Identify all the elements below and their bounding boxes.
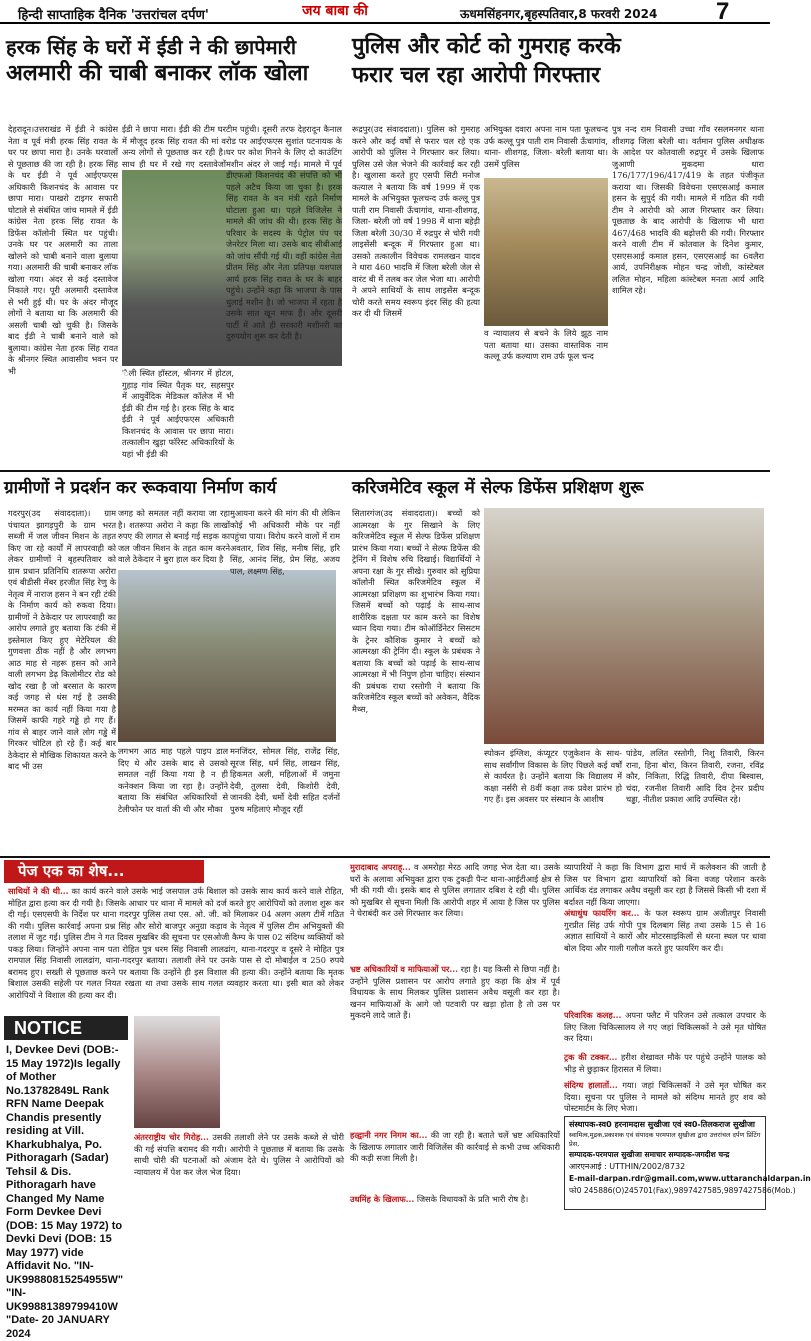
- story2-col3: पुत्र नन्द राम निवासी उच्चा गाँव रसलमनगर थाना शीशगढ़ जिला बरेली था। वर्तमान पुलिस अधीक्षक के आदेश पर कोतवाली रुद्रपुर में उसके खिलाफ जुआणी मुकदमा धारा 176/177/196/417/419 के तहत पंजीकृत कराया था। जिसकी विवेचना एसएसआई कमाल हसन के सुपुर्द की गयी। मामले में गठित की गयी टीम ने आरोपी को आज गिरफ्तार कर लिया। पूछताछ के बाद आरोपी के खिलाफ भी धारा 467/468 भादवि की बढ़ोत्तरी की गयी। गिरफ्तार करने वाली टीम में कोतवाल के दिनेश कुमार, एसएसआई कमाल हसन, एसएसआई का 6वलैरा आर्य, उपनिरीक्षक मोहन चन्द्र जोशी, कांस्टेबल ललित मोहन, महिला कांस्टेबल मनता आर्य आदि शामिल रहे।: [612, 124, 764, 295]
- masthead-title: हिन्दी साप्ताहिक दैनिक 'उत्तरांचल दर्पण': [18, 8, 209, 23]
- story1-col3: टीम पहुंची। दूसरी तरफ देहरादून कैनाल रोड पर आईएफएस सुशांत पटनायक के घर पर कोश गिनने के लिए दो काउंटिंग मशीन अंदर ले जाई गई। मामले में पूर्व डीएफओ किशनचंद की संपत्ति को भी पहले अटैच किया जा चुका है। हरक सिंह रावत के वन मंत्री रहते निर्माण घोटाला हुआ था। पहले विजिलेंस ने मामले की जांच की थी। हरक सिंह के परिवार के सदस्य के पेट्रोल पंप पर जेनरेटर मिला था। उसके बाद सीबीआई को जांच सौंपी गई थी। वहीं कांग्रेस नेता प्रीतम सिंह और नेता प्रतिपक्ष यशपाल आर्य हरक सिंह रावत के घर के बाहर पहुंचे। उन्होंने कहा कि भाजपा के पास धुलाई मशीन है। जो भाजपा में रहता है उसके सात खून माफ हैं। और दूसरी पार्टी में आते ही सरकारी मशीनरी का दुरुपयोग शुरू कर देती है।: [226, 124, 342, 341]
- page-number: 7: [716, 0, 730, 25]
- continued-body-7: व्यापारियों ने कहा कि विभाग द्वारा मार्च में कलेक्शन की जाती है जिस पर विभाग द्वारा व्यापारियों को बिना वजह परेशान करके आर्थिक दंड लगाकर अवैध वसूली कर रहा है जिससे किसी भी दशा में बर्दाश्त नहीं किया जाएगा।: [564, 862, 766, 907]
- imprint-email: E-mail-darpan.rdr@gmail.com,www.uttaranchaldarpan.in: [569, 1174, 811, 1183]
- story2-col1: रूद्रपुर(उद संवाददाता)। पुलिस को गुमराह करने और कई वर्षों से फरार चल रहे एक आरोपी को पुलिस ने गिरफ्तार कर लिया। पुलिस उसे जेल भेजने की कार्रवाई कर रही है। खुलासा करते हुए एसपी सिटी मनोज कत्याल ने बताया कि वर्ष 1999 में एक मामले के अभियुक्त फूलचन्द उर्फ कल्लू पुत्र पाती राम निवासी ऊँचागांव, थाना-शीशगढ़, जिला- बरेली जो वर्ष 1998 में थाना बहेड़ी जिला बरेली 30/30 में रुद्रपुर से चोरी गयी लाइसेंसी बन्दूक में गिरफ्तार हुआ था। उसको तत्कालीन विवेचक रामलखन यादव ने धारा 460 भादवि में जिला बरेली जेल से वारंट बी में तलब कर जेल भेजा था। आरोपी ने अपने साथियों के साथ लाइसेंस बन्दूक चोरी करते समय स्वरूप इंदर सिंह की हत्या कर दी थी जिसमें: [352, 124, 480, 318]
- story2-col2b: व न्यायालय से बचने के लिये झूठ नाम पता बताया था। उसका वास्तविक नाम कल्लू उर्फ कल्याण राम उर्फ फूल चन्द: [484, 328, 608, 361]
- imprint-rni: आरएनआई : UTTHIN/2002/8732: [569, 1162, 686, 1171]
- notice-title: NOTICE: [4, 1016, 128, 1040]
- protest-photo: [118, 570, 336, 742]
- story2-headline-2: फरार चल रहा आरोपी गिरफ्तार: [352, 63, 601, 88]
- continued-head-9: परिवारिक कलह...: [564, 1010, 622, 1020]
- section-divider: [0, 470, 770, 472]
- continued-head-10: ट्रक की टक्कर...: [564, 1052, 618, 1062]
- notice-photo: [134, 1016, 220, 1128]
- masthead-logo: [240, 1, 430, 21]
- story4-col2: स्पोकन इंग्लिश, कंप्यूटर एजुकेशन के साथ-साथ सर्वांगीण विकास के लिए पिछले कई वर्षों से कार्यरत है। उन्होंने बताया कि विद्यालय में कक्षा नर्सरी से 8वीं कक्षा तक प्रवेश प्रारंभ हो गए हैं। इस अवसर पर संस्थान के आशीष: [484, 748, 622, 804]
- continued-body-3: व अमरोहा मेरठ आदि जगह भेज देता था। उसके घरों के अलावा अभियुक्त द्वारा एक टुकड़ी पैन्ट थाना-आईटीआई क्षेत्र से भी की गयी थी। इसके बाद से पुलिस लगातार दबिश दे रही थी। पुलिस को मुखबिर से सूचना मिली कि आरोपी शहर में आया है जिस पर पुलिस ने घेराबंदी कर उसे गिरफ्तार कर लिया।: [350, 862, 560, 918]
- story3-col3b: मनजिंदर, सोमल सिंह, राजेंद्र सिंह, सूरज सिंह, धर्म सिंह, लाखन सिंह, हिकमत अली, महिलाओं में जमुना देवी, तुलसा देवी, किशोरी देवी, जानकी देवी, धर्मो देवी सहित दर्जनों पुरुष महिलाएं मौजूद रहीं: [230, 746, 340, 814]
- story3-col2b: लगभग आठ माह पहले पाइप डाल दिए थे और उसके बाद से उसको समतल नहीं किया गया है न ही कनेक्शन किया जा रहा है। उन्होंने बताया कि संबंधित अधिकारियों से टेलीफोन पर वार्ता की थी और मौका: [118, 746, 228, 814]
- continued-head-6: उधमिंह के खिलाफ...: [350, 1194, 415, 1204]
- story2-headline-1: पुलिस और कोर्ट को गुमराह करके: [352, 34, 621, 59]
- continued-head-11: संदिग्ध हालातों...: [564, 1080, 618, 1090]
- continued-body-10: हरीश शेखावत मौके पर पहुंचे उन्होंने पालक को भीड़ से छुड़ाकर हिरासत में लिया।: [564, 1052, 766, 1074]
- imprint-phone: फो0 245886(O)245701(Fax),9897427585,9897427586(Mob.): [569, 1186, 796, 1195]
- continued-head-2: अंतरराष्ट्रीय चोर गिरोह...: [134, 1132, 209, 1142]
- story3-col2: जगह को समतल नहीं कराया जा रहा है। शतरूपा अरोरा ने कहा कि लाखों रुपए की लागत से बनाई गई सड़क का जल जीवन मिशन के तहत काम करने वाले ठेकेदार ने बुरा हाल कर दिया है: [118, 508, 230, 564]
- imprint-founders: संस्थापक-स्व0 हरनामदास सुखीजा एवं स्व0-तिलकराज सुखीजा: [569, 1120, 756, 1129]
- story3-headline: ग्रामीणों ने प्रदर्शन कर रूकवाया निर्माण कार्य: [4, 478, 277, 498]
- continued-head-5: हल्द्वानी नगर निगम का...: [350, 1130, 428, 1140]
- arrest-photo: [484, 178, 608, 326]
- logo-text: जय बाबा की: [302, 3, 368, 19]
- continued-body-8: के फल स्वरूप ग्राम अजीतपुर निवासी गुरप्रीत सिंह उर्फ गोपी पुत्र दिलबाग सिंह तथा उसके 15 से 16 अज्ञात साथियों ने कारों और मोटरसाइकिलों से धरना स्थल पर धावा बोल दिया और गाली गलौज करते हुए फायरिंग कर दी।: [564, 908, 766, 953]
- story1-headline-2: अलमारी की चाबी बनाकर लॉक खोला: [6, 61, 309, 86]
- story3-col1: गदरपुर(उद संवाददाता)। ग्राम पंचायत झागड़पुरी के ग्राम भरत सब्जी में जल जीवन मिशन के तहत किए जा रहे कार्यों में लापरवाही को लेकर ग्रामीणों ने बृहस्पतिवार को ग्राम प्रधान प्रतिनिधि शतरूपा अरोरा एवं बीडीसी मेंबर हरजीत सिंह रेणु के नेतृत्व में नाराज हसन ने बन रही टंकी के निर्माण कार्य को रुकवा दिया। ग्रामीणों ने ठेकेदार पर लापरवाही का आरोप लगाते हुए बताया कि टंकी में इस्तेमाल किए हुए मेटेरियल की गुणवत्ता ठीक नहीं है और लगभग आठ माह से नहरू हसन को आने वाली लगभग डेढ़ किलोमीटर रोड को खोद रखा है जो बरसात के कारण कई जगह से धंस गई है उसकी मरम्मत का कार्य नहीं किया गया है जिसमें काफी गहरे गड्ढे हो गए हैं। गांव से बाहर जाने वाले लोग गड्ढे में गिरकर चोटिल हो रहे हैं। कई बार ठेकेदार से मौखिक शिकायत करने के बाद भी उस: [8, 508, 116, 771]
- story1-headline-1: हरक सिंह के घरों में ईडी ने की छापेमारी: [6, 35, 297, 59]
- continued-head-4: भ्रष्ट अधिकारियों व माफियाओं पर...: [350, 964, 458, 974]
- story1-col2b: 'ैली स्थित हॉस्टल, श्रीनगर में होटल, गुहाड़ गांव स्थित पैतृक घर, सहसपुर में आयुर्वेदिक मेडिकल कॉलेज में भी ईडी की टीम गई है। हरक सिंह के बाद ईडी ने पूर्व आईएफएस अधिकारी किशनचंद के आवास पर छापा मारा। तत्कालीन खुड़ा फॉरेस्ट अधिकारियों के यहां भी ईडी की: [122, 368, 234, 459]
- continued-body-1: का कार्य करने वाले उसके भाई जसपाल उर्फ बिशाल को उसके साथ कार्य करने वाले रोहित, मोहित द्वारा हत्या कर दी गयी है। जिसके आधार पर थाना में मामले को दर्ज करते हुए आरोपियों को तलाश शुरू कर दी गई। एसएसपी के निर्देश पर थाना गदरपुर पुलिस तथा एस. ओ. जी. को मिलाकर 04 अलग अलग टीमें गठित की गयी। पुलिस कार्रवाई अपना प्रश्न सिंह और सोरो बाजपुर अनुग्रा कड़ाव के नेतृत्व में पुलिस टीम अभियुक्तों की तलाश में जुट गई। पुलिस टीम ने गत दिवस मुखबिर की सूचना पर एसओजी कैम्प के पास 02 संदिग्ध व्यक्तियों को पकड़ लिया। जिन्होंने अपना नाम पता रोहित पुत्र धरम सिंह निवासी लालढांग, थाना-गदरपुर व दूसरे ने मोहित पुत्र रामपाल सिंह निवासी लालढांग, थाना-गदरपुर बताया। तलाशी लेने पर उनके पास से दो मोबाईल व 250 रुपये बरामद हुए। सख्ती से पूछताछ करने पर बताया कि उन्होंने ही इस विशाल की हत्या की। उन्होंने बताया कि मृतक बिशाल उसकी सहेली पर गलत नियत रखता था तथा उसके साथ गलत व्यवहार करता था। इसी बात को लेकर आरोपियों ने विशाल की हत्या कर दी।: [8, 886, 344, 1000]
- imprint-box: [564, 1116, 811, 1210]
- continued-head-8: अंधाधुंध फायरिंग कर...: [564, 908, 640, 918]
- continued-head-1: साथियों ने की थी...: [8, 886, 69, 896]
- masthead-date: ऊधमसिंहनगर,बृहस्पतिवार,8 फरवरी 2024: [460, 7, 658, 21]
- story1-col1: देहरादून।उत्तराखंड में ईडी ने कांग्रेस नेता व पूर्व मंत्री हरक सिंह रावत के घर पर छापा मारा है। उनके घरवालों से पूछताछ की जा रही है। हरक सिंह के घर ईडी ने पूर्व आईएफएस अधिकारी किशनचंद के आवास पर छापा मारा। पाखरो टाइगर सफारी घोटाले से संबंधित जांच मामले में ईडी कांग्रेस नेता हरक सिंह रावत के डिफेंस कॉलोनी स्थित घर पहुंची। उनके घर पर अलमारी का ताला खोलने को चाबी बनाने वाला बुलाया गया। अलमारी की चाबी बनाकर लॉक खोला गया। अंदर से कई दस्तावेज निकाले गए। पूरी अलमारी दस्तावेज से भरी हुई थी। घर के अंदर मौजूद लोगों ने बताया था कि अलमारी की असली चाबी खो चुकी है। जिसके बाद ईडी ने चाबी बनाने वाले को बुलाया। कांग्रेस नेता हरक सिंह रावत के श्रीनगर स्थित आवासीय भवन पर भी: [8, 124, 118, 376]
- continued-body-4: रहा है। यह किसी से छिपा नहीं है। उन्होंने पुलिस प्रशासन पर आरोप लगाते हुए कहा कि क्षेत्र में पूर्व विधायक के साथ मिलकर पुलिस प्रशासन अवैध वसूली कर रहा है। खनन माफियाओं के आगे जो पटवारी पर खड़ा होता है तो उस पर मुकदमे लादे जाते हैं।: [350, 964, 560, 1020]
- story4-col3: पांडेय, ललित रस्तोगी, निशु तिवारी, किरन राना, हिना बोरा, किरन तिवारी, रजना, रविंद्र कौर, निकिता, रिद्धि तिवारी, दीपा बिस्वास, चंदा, रजनीश तिवारी आदि दिव ट्रेनर प्रदीप चड्ढा, नीतीश प्रकाश आदि उपस्थित रहे।: [626, 748, 764, 804]
- continued-column-title: पेज एक का शेष...: [4, 860, 204, 883]
- selfdefense-photo: [484, 508, 764, 744]
- continued-head-3: मुरादाबाद अपराह्...: [350, 862, 411, 872]
- notice-body: I, Devkee Devi (DOB:- 15 May 1972)Is legally of Mother No.13782849L Rank RFN Name Deepak Chandis presently residing at Vill. Kharkubhalya, Po. Pithoragarh (Sadar) Tehsil & Dis. Pithoragarh have Changed My Name Form Devkee Devi (DOB: 15 May 1972) to Devki Devi (DOB: 15 May 1977) vide Affidavit No. "IN-UK99880815254955W" "IN-UK99881389799410W "Date- 20 JANUARY 2024: [6, 1044, 124, 1340]
- continued-body-6: जिसके विधायकों के प्रति भारी रोष है।: [416, 1194, 529, 1204]
- story4-headline: करिजमेटिव स्कूल में सेल्फ डिफेंस प्रशिक्षण शुरू: [352, 478, 644, 498]
- section-divider-2: [0, 856, 770, 858]
- continued-body-5: की जा रही है। बताते चलें भ्रष्ट अधिकारियों के खिलाफ लगातार जारी विजिलेंस की कार्रवाई से कभी उच्च अधिकारी की कड़ी सजा मिली है।: [350, 1130, 560, 1163]
- story1-col2: ईडी ने छापा मारा। ईडी की टीम घर में मौजूद हरक सिंह रावत की मां व अन्य लोगों से पूछताछ कर रही है। साथ ही घर में रखे गए दस्तावेजों: [122, 124, 226, 169]
- continued-body-11: गया। जहां चिकित्सकों ने उसे मृत घोषित कर दिया। सूचना पर पुलिस ने मामले को संदिग्ध मानते हुए शव को पोस्टमार्टम के लिए भेजा।: [564, 1080, 766, 1113]
- continued-body-9: अपना फ्लैट में परिजन उसे तत्काल उपचार के लिए जिला चिकित्सालय ले गए जहां चिकित्सकों ने उसे मृत घोषित कर दिया।: [564, 1010, 766, 1043]
- story2-col2a: अभियुक्त दवारा अपना नाम पता फूलचन्द उर्फ कल्लू पुत्र पाती राम निवासी ऊँचागांव, थाना- शीशगढ़, जिला- बरेली बताया था। उसमें पुलिस: [484, 124, 608, 169]
- imprint-publisher: स्वामित्व,मुद्रक,प्रकाशक एवं संपादक परमपाल सुखीजा द्वारा उत्तरांचल दर्पण प्रिंटिंग प्रेस,: [569, 1131, 761, 1148]
- imprint-editors: सम्पादक-परमपाल सुखीजा समाचार सम्पादक-जगदीश चन्द्र: [569, 1150, 730, 1159]
- story4-col1: सितारगंज(उद संवाददाता)। बच्चों को आत्मरक्षा के गुर सिखाने के लिए करिजमेटिव स्कूल में सेल्फ डिफेंस प्रशिक्षण प्रारंभ किया गया। बच्चों ने सेल्फ डिफेंस की ट्रेनिंग में विशेष रुचि दिखाई। विद्यार्थियों ने अपना रक्षा के गुर सीखे। गुरुवार को सुप्रिया कॉलोनी स्थित करिजमेटिव स्कूल में आत्मरक्षा प्रशिक्षण का शुभारंभ किया गया। जिसमें बच्चों को पढ़ाई के साथ-साथ शारीरिक दक्षता पर काम करने का विशेष ध्यान दिया गया। टीम कोऑर्डिनेटर सिसटम के ट्रेनर कौशिक कुमार ने बच्चों को आत्मरक्षा की ट्रेनिंग दी। स्कूल के प्रबंधक ने बताया कि बच्चों को पढ़ाई के साथ-साथ आत्मरक्षा में भी निपुण होना चाहिए। संस्थान की प्रबंधक राधा रस्तोगी ने बताया कि करिजमेटिव स्कूल बच्चों को अवेकन, वैदिक मैथ्स,: [352, 508, 480, 714]
- story3-col3: मुआयना करने की मांग की थी लेकिन कोई भी अधिकारी मौके पर नहीं पहुंचा पाया। विरोध करने वालों में राम अवतार, शिव सिंह, मनीष सिंह, हरि सिंह, आनंद सिंह, प्रेम सिंह, अजय पाल, लक्ष्मण सिंह,: [230, 508, 340, 576]
- continued-body-2: उसकी तलाशी लेने पर उसके कब्जे से चोरी की गई संपत्ति बरामद की गयी। आरोपी ने पूछताछ में बताया कि उसके साथी चोरी की घटनाओं को अंजाम देते थे। पुलिस ने आरोपियों को न्यायालय में पेश कर जेल भेज दिया।: [134, 1132, 344, 1177]
